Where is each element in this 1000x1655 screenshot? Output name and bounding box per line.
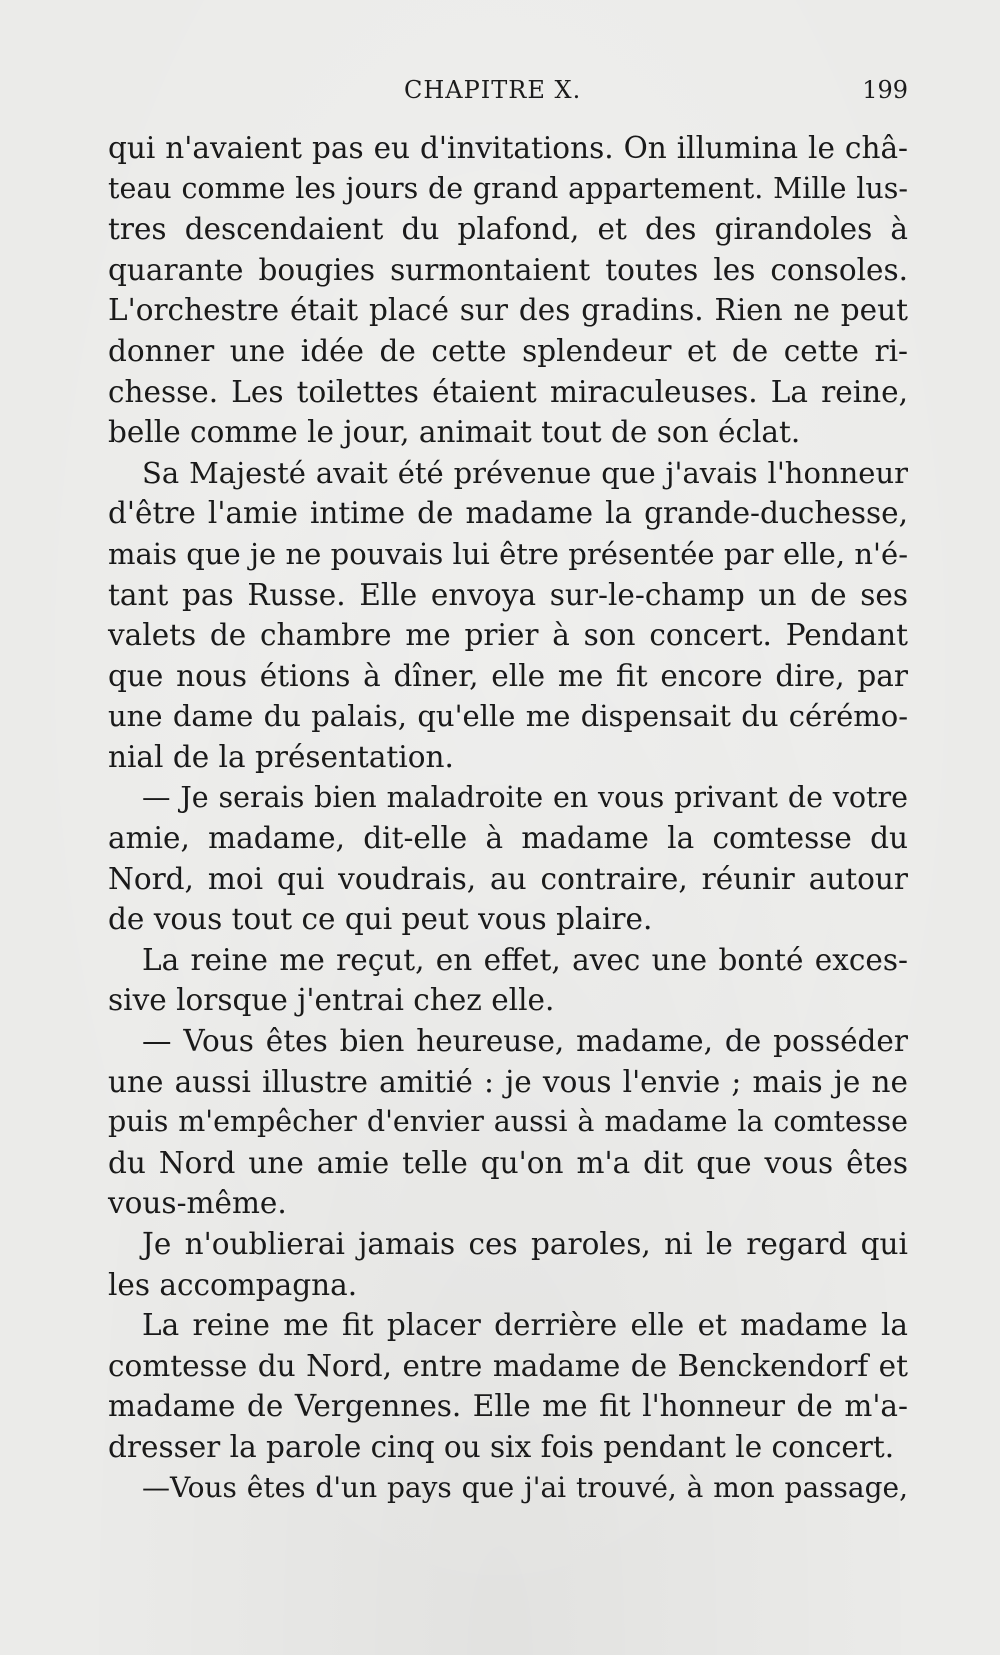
page-number: 199: [862, 76, 908, 104]
text-line: les accompagna.: [108, 1267, 358, 1302]
chapter-title: CHAPITRE X.: [404, 76, 582, 104]
text-line: madame de Vergennes. Elle me fit l'honneur de m'a-: [108, 1389, 908, 1424]
text-line: Sa Majesté avait été prévenue que j'avais l'honneur: [142, 455, 908, 490]
text-line: Je n'oublierai jamais ces paroles, ni le regard qui: [142, 1227, 908, 1262]
text-line: mais que je ne pouvais lui être présentée par elle, n'é-: [108, 536, 908, 571]
text-line: valets de chambre me prier à son concert. Pendant: [108, 618, 908, 653]
text-line: — Je serais bien maladroite en vous privant de votre: [142, 780, 908, 814]
text-line: comtesse du Nord, entre madame de Benckendorf et: [108, 1348, 908, 1383]
body-text: [108, 128, 908, 1508]
text-line: vous-même.: [108, 1186, 287, 1221]
text-line: dresser la parole cinq ou six fois pendant le concert.: [108, 1430, 895, 1464]
text-line: qui n'avaient pas eu d'invitations. On illumina le châ-: [108, 131, 908, 165]
text-line: L'orchestre était placé sur des gradins. Rien ne peut: [108, 293, 908, 328]
text-line: une dame du palais, qu'elle me dispensait du cérémo-: [108, 699, 908, 734]
text-line: tant pas Russe. Elle envoya sur-le-champ un de ses: [108, 577, 908, 612]
text-line: tres descendaient du plafond, et des girandoles à: [108, 212, 908, 247]
text-line: du Nord une amie telle qu'on m'a dit que vous êtes: [108, 1145, 908, 1180]
text-line: que nous étions à dîner, elle me fit encore dire, par: [108, 658, 908, 693]
text-line: nial de la présentation.: [108, 739, 454, 774]
text-line: teau comme les jours de grand appartement. Mille lus-: [108, 171, 908, 205]
text-line: sive lorsque j'entrai chez elle.: [108, 983, 555, 1018]
text-line: — Vous êtes bien heureuse, madame, de posséder: [142, 1024, 908, 1059]
text-line: donner une idée de cette splendeur et de cette ri-: [108, 333, 908, 368]
text-line: amie, madame, dit-elle à madame la comtesse du: [108, 821, 908, 856]
running-head: [108, 76, 908, 110]
text-line: puis m'empêcher d'envier aussi à madame la comtesse: [108, 1105, 908, 1139]
text-line: une aussi illustre amitié : je vous l'envie ; mais je ne: [108, 1064, 908, 1099]
text-line: chesse. Les toilettes étaient miraculeuses. La reine,: [108, 374, 908, 409]
text-line: de vous tout ce qui peut vous plaire.: [108, 902, 653, 937]
text-line: —Vous êtes d'un pays que j'ai trouvé, à mon passage,: [142, 1470, 908, 1504]
text-line: La reine me fit placer derrière elle et madame la: [142, 1308, 908, 1343]
text-line: Nord, moi qui voudrais, au contraire, réunir autour: [108, 861, 908, 896]
text-line: belle comme le jour, animait tout de son éclat.: [108, 415, 801, 450]
text-line: quarante bougies surmontaient toutes les consoles.: [108, 252, 908, 287]
text-line: La reine me reçut, en effet, avec une bonté exces-: [142, 942, 908, 977]
text-line: d'être l'amie intime de madame la grande-duchesse,: [108, 496, 908, 531]
